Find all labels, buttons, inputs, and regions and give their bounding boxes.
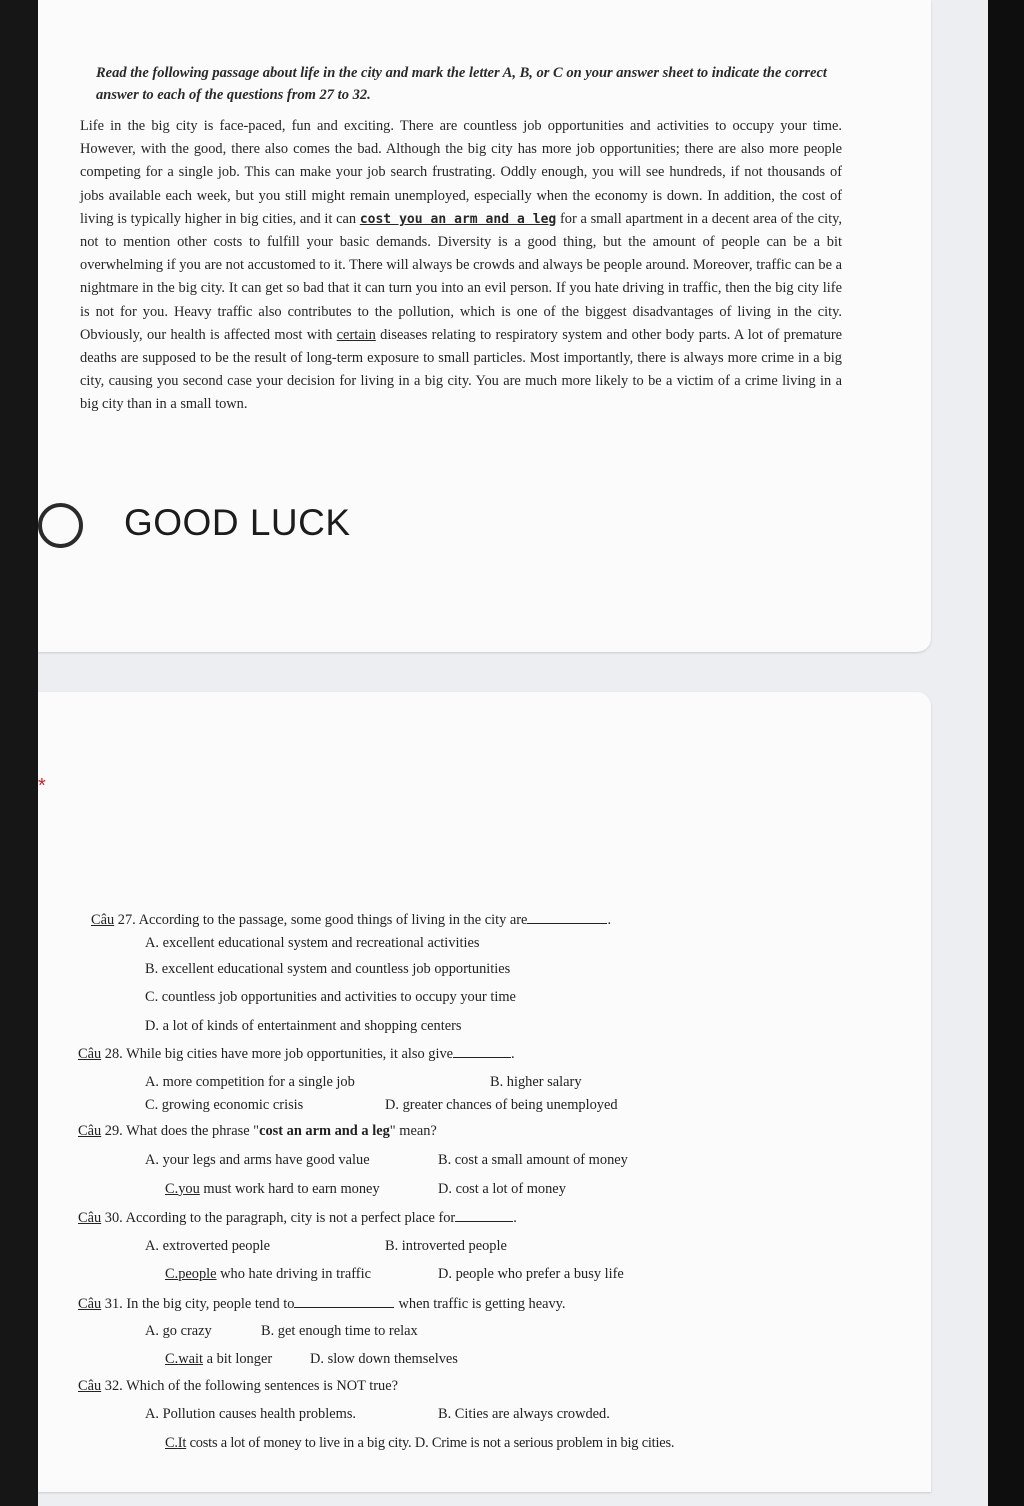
reading-passage	[80, 115, 842, 417]
question-number-label: Câu	[78, 1046, 102, 1062]
option-c	[165, 1179, 380, 1199]
answer-blank	[453, 1043, 511, 1058]
option-a: A. extroverted people	[145, 1238, 271, 1254]
option-c-text: a bit longer	[202, 1351, 273, 1367]
questions-card	[38, 692, 931, 1492]
option-d: D. cost a lot of money	[438, 1181, 566, 1197]
option-a: A. more competition for a single job	[145, 1074, 355, 1090]
option-b: B. introverted people	[385, 1238, 507, 1254]
question-stem: 28. While big cities have more job opportunities, it also give	[101, 1046, 454, 1062]
question-27	[91, 909, 611, 930]
option-b: B. Cities are always crowded.	[438, 1406, 610, 1422]
option-c-letter: C.	[165, 1181, 179, 1197]
option-c-underlined-word: people	[178, 1266, 217, 1282]
radio-circle-icon[interactable]	[38, 503, 83, 548]
option-c-text: who hate driving in traffic	[216, 1266, 371, 1282]
option-c	[165, 1349, 272, 1369]
option-c-letter: C.	[165, 1266, 179, 1282]
option-a: A. excellent educational system and recreational activities	[145, 935, 480, 951]
required-asterisk: *	[38, 775, 46, 797]
question-stem: 27. According to the passage, some good things of living in the city are	[114, 912, 528, 928]
question-number-label: Câu	[78, 1210, 102, 1226]
passage-phrase-underlined: cost you an arm and a leg	[359, 211, 557, 227]
question-stem-bold-phrase: cost an arm and a leg	[259, 1123, 390, 1139]
answer-blank	[294, 1293, 394, 1308]
question-stem-end: " mean?	[389, 1123, 437, 1139]
question-32	[78, 1376, 398, 1396]
passage-part-2: for a small apartment in a decent area of the city, not to mention other costs to fulfill your basic demands. Diversity is a good thing, but the amount of people can be a bit overwhelming if you are not accustomed to it. There will always be crowds and always be people around. Moreover, traffic can be a nightmare in the big city. It can get so bad that it can turn you into an evil person. If you hate driving in traffic, then the big city life is not for you. Heavy traffic also contributes to the pollution, which is one of the biggest disadvantages of living in the city. Obviously, our health is affected most with	[80, 210, 842, 343]
option-c-underlined-word: It	[177, 1435, 187, 1451]
option-b: B. excellent educational system and countless job opportunities	[145, 961, 511, 977]
question-number-label: Câu	[78, 1123, 102, 1139]
option-c	[165, 1264, 371, 1284]
option-a: A. your legs and arms have good value	[145, 1152, 370, 1168]
question-end: .	[511, 1046, 515, 1062]
question-stem: 30. According to the paragraph, city is not a perfect place for	[101, 1210, 456, 1226]
answer-blank	[455, 1207, 513, 1222]
option-c: C. countless job opportunities and activities to occupy your time	[145, 989, 516, 1005]
question-number-label: Câu	[78, 1296, 102, 1312]
question-stem: 32. Which of the following sentences is NOT true?	[101, 1378, 398, 1394]
option-b: B. higher salary	[490, 1074, 582, 1090]
passage-word-certain: certain	[336, 326, 376, 343]
question-number-label: Câu	[78, 1378, 102, 1394]
option-a: A. go crazy	[145, 1323, 212, 1339]
passage-part-1: Life in the big city is face-paced, fun and exciting. There are countless job opportunities and activities to occupy your time. However, with the good, there also comes the bad. Although the big city has more job opportunities; there are also more people competing for a single job. This can make your job search frustrating. Oddly enough, you will see hundreds, if not thousands of jobs available each week, but you still might remain unemployed, especially when the economy is down. In addition, the cost of living is typically higher in big cities, and it can	[80, 118, 842, 227]
option-d: D. Crime is not a serious problem in big cities.	[414, 1435, 675, 1451]
question-28	[78, 1043, 515, 1064]
option-c-text: costs a lot of money to live in a big city.	[186, 1435, 412, 1451]
question-31	[78, 1293, 566, 1314]
option-d: D. slow down themselves	[310, 1351, 458, 1367]
option-a: A. Pollution causes health problems.	[145, 1406, 357, 1422]
passage-part-3: diseases relating to respiratory system and other body parts. A lot of premature deaths are supposed to be the result of long-term exposure to small particles. Most importantly, there is always more crime in a big city, causing you second case your decision for living in a big city. You are much more likely to be a victim of a crime living in a big city than in a small town.	[80, 326, 842, 413]
question-stem: 29. What does the phrase "	[101, 1123, 260, 1139]
option-c-letter: C.	[165, 1435, 178, 1451]
option-c-text: must work hard to earn money	[199, 1181, 380, 1197]
question-number-label: Câu	[91, 912, 115, 928]
question-29	[78, 1121, 437, 1141]
answer-blank	[527, 909, 607, 924]
right-dark-margin	[988, 0, 1024, 1506]
instruction-text: Read the following passage about life in the city and mark the letter A, B, or C on your answer sheet to indicate the correct answer to each of the questions from 27 to 32.	[96, 65, 827, 103]
option-c-underlined-word: wait	[178, 1351, 203, 1367]
question-end: .	[513, 1210, 517, 1226]
option-d: D. people who prefer a busy life	[438, 1266, 624, 1282]
question-end: .	[607, 912, 612, 928]
option-c	[165, 1433, 674, 1453]
option-d: D. a lot of kinds of entertainment and shopping centers	[145, 1018, 462, 1034]
option-c-underlined-word: you	[178, 1181, 200, 1197]
option-d: D. greater chances of being unemployed	[385, 1097, 618, 1113]
left-dark-margin	[0, 0, 38, 1506]
question-end: when traffic is getting heavy.	[398, 1296, 566, 1312]
option-c-letter: C.	[165, 1351, 179, 1367]
option-c: C. growing economic crisis	[145, 1097, 304, 1113]
option-b: B. get enough time to relax	[261, 1323, 418, 1339]
question-30	[78, 1207, 517, 1228]
good-luck-option-label: GOOD LUCK	[124, 502, 351, 543]
option-b: B. cost a small amount of money	[438, 1152, 628, 1168]
question-stem: 31. In the big city, people tend to	[101, 1296, 295, 1312]
